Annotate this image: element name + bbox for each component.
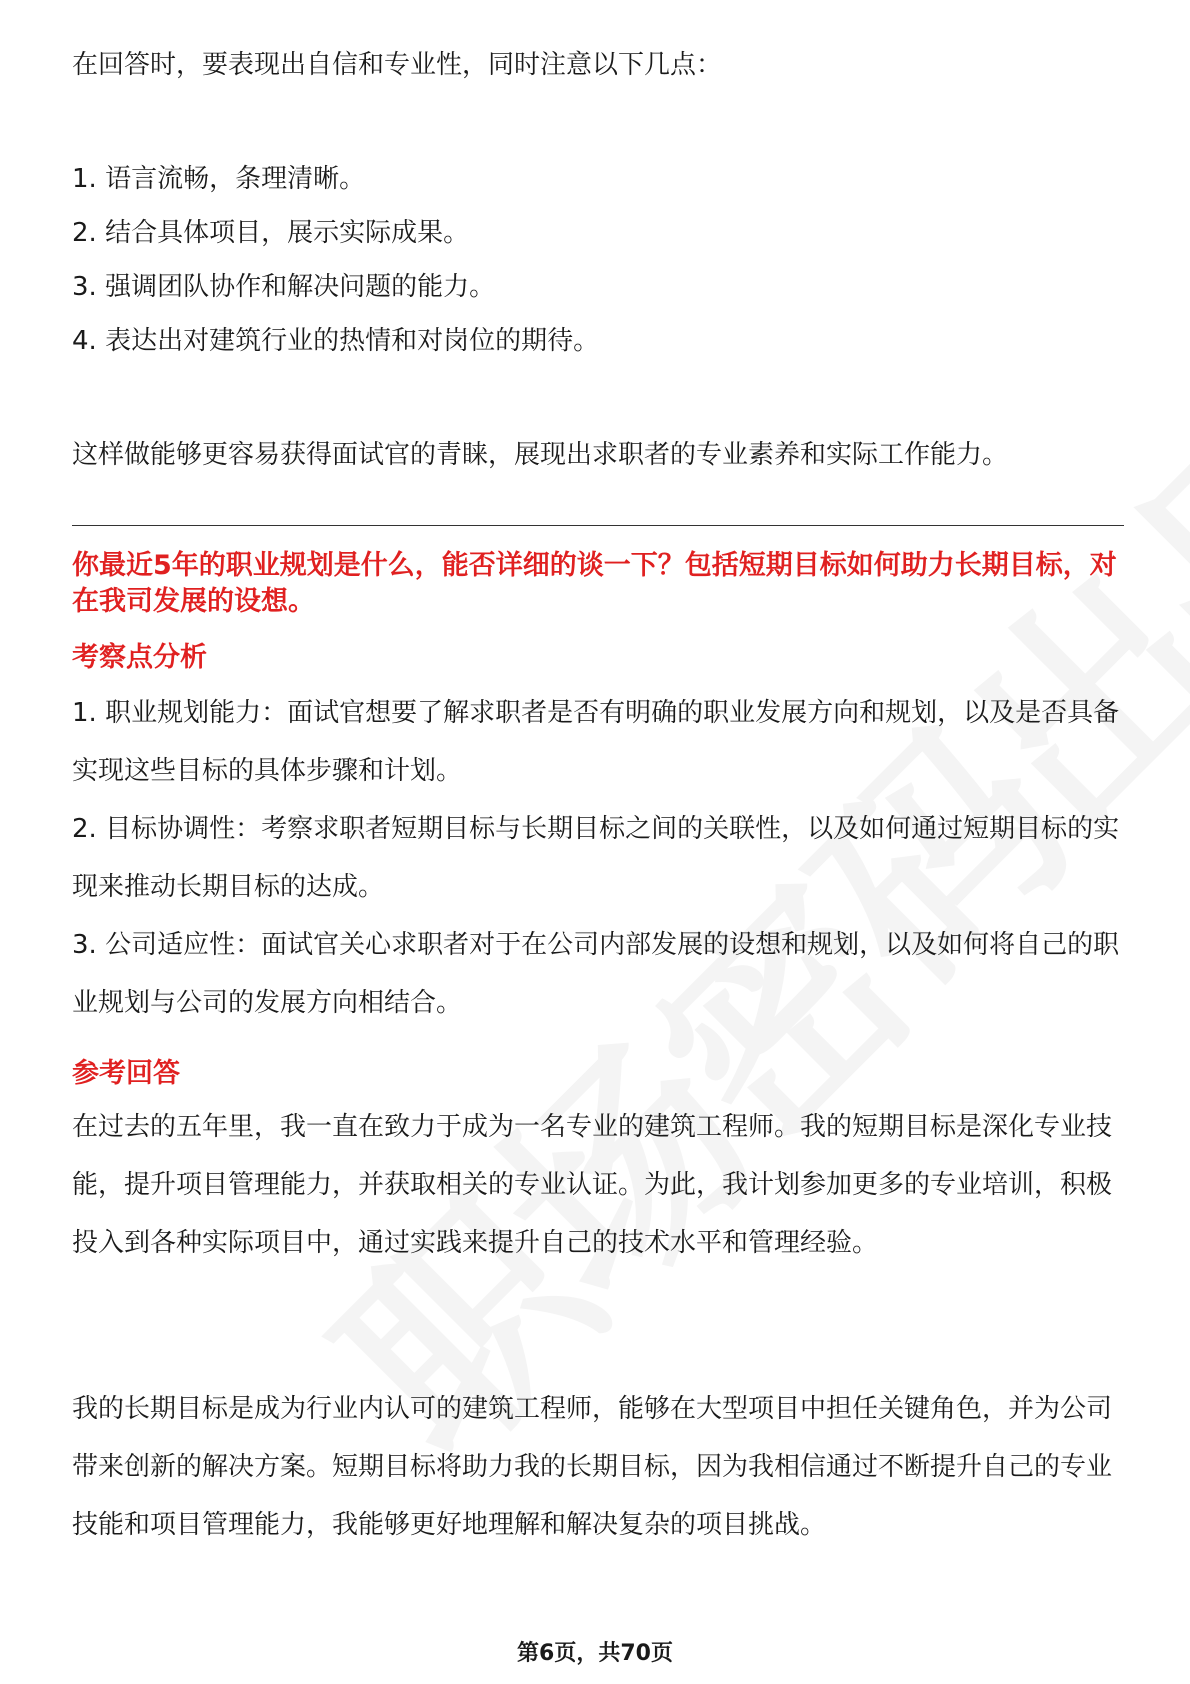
tip-item: 3. 强调团队协作和解决问题的能力。 <box>72 272 496 302</box>
tip-item: 2. 结合具体项目，展示实际成果。 <box>72 218 470 248</box>
analysis-point: 3. 公司适应性：面试官关心求职者对于在公司内部发展的设想和规划，以及如何将自己的职业规划与公司的发展方向相结合。 <box>72 930 1120 1018</box>
summary-text: 这样做能够更容易获得面试官的青睐，展现出求职者的专业素养和实际工作能力。 <box>72 440 1009 470</box>
analysis-point: 2. 目标协调性：考察求职者短期目标与长期目标之间的关联性，以及如何通过短期目标的实现来推动长期目标的达成。 <box>72 814 1120 902</box>
tip-item: 4. 表达出对建筑行业的热情和对岗位的期待。 <box>72 326 600 356</box>
intro-text: 在回答时，要表现出自信和专业性，同时注意以下几点： <box>72 50 723 80</box>
question-title: 你最近5年的职业规划是什么，能否详细的谈一下？包括短期目标如何助力长期目标，对在我司发展的设想。 <box>72 550 1117 617</box>
tip-item: 1. 语言流畅，条理清晰。 <box>72 164 366 194</box>
analysis-point: 1. 职业规划能力：面试官想要了解求职者是否有明确的职业发展方向和规划，以及是否具备实现这些目标的具体步骤和计划。 <box>72 698 1120 786</box>
answer-paragraph: 我的长期目标是成为行业内认可的建筑工程师，能够在大型项目中担任关键角色，并为公司带来创新的解决方案。短期目标将助力我的长期目标，因为我相信通过不断提升自己的专业技能和项目管理能力，我能够更好地理解和解决复杂的项目挑战。 <box>72 1394 1113 1540</box>
divider <box>72 525 1124 526</box>
analysis-heading: 考察点分析 <box>72 642 207 673</box>
answer-paragraph: 在过去的五年里，我一直在致力于成为一名专业的建筑工程师。我的短期目标是深化专业技能，提升项目管理能力，并获取相关的专业认证。为此，我计划参加更多的专业培训，积极投入到各种实际项目中，通过实践来提升自己的技术水平和管理经验。 <box>72 1112 1113 1258</box>
page-number: 第6页，共70页 <box>517 1641 673 1666</box>
answer-heading: 参考回答 <box>72 1058 180 1089</box>
